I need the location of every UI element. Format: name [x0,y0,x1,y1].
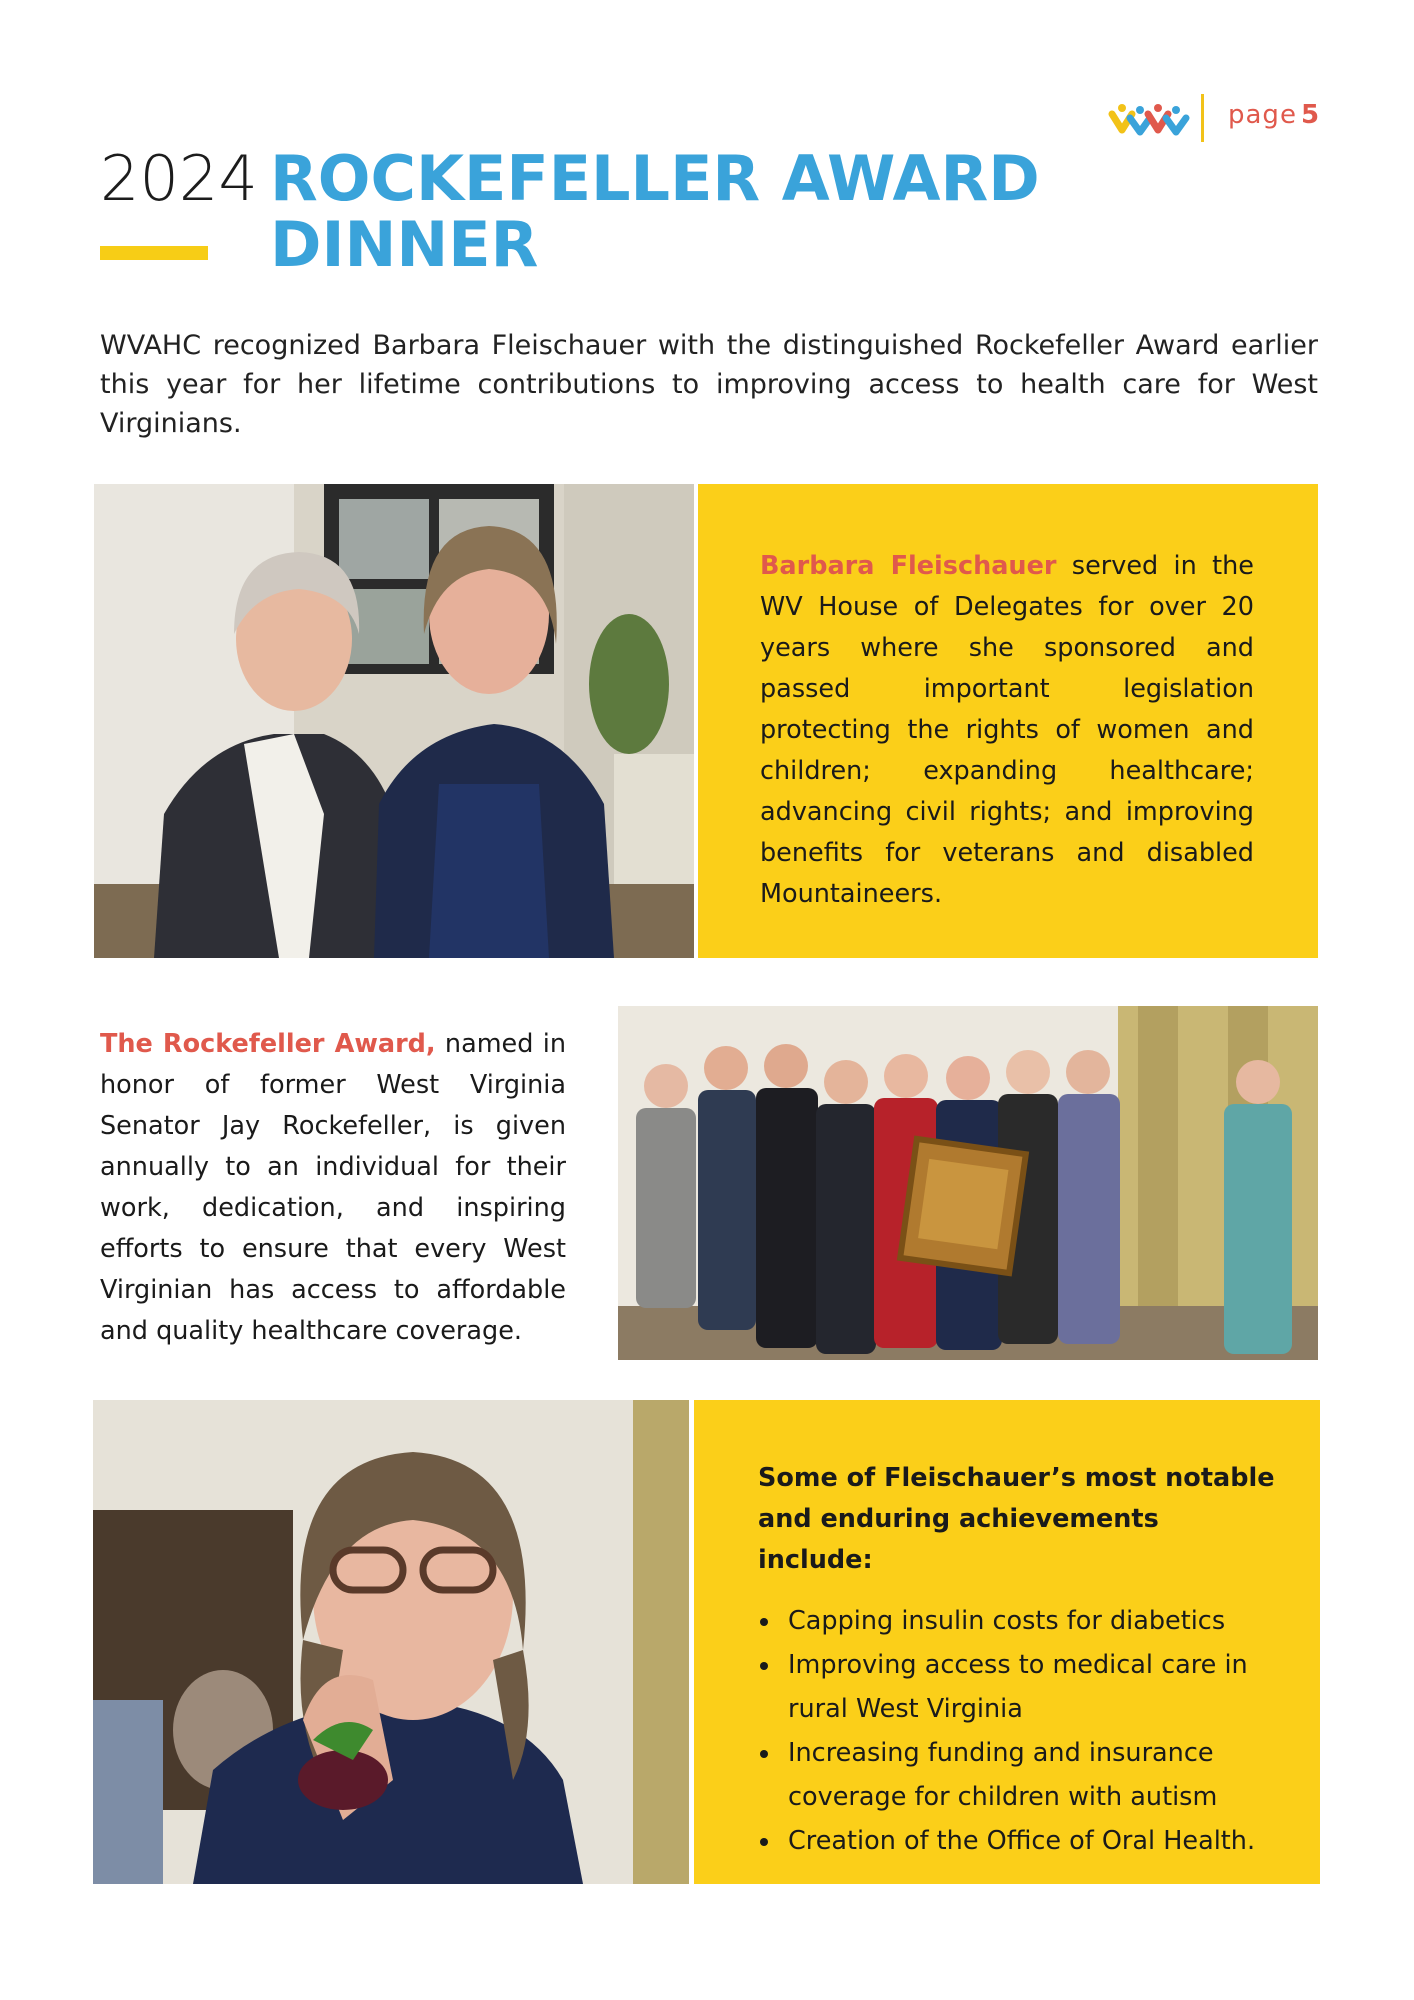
title-underline [100,246,208,260]
list-item: • Improving access to medical care in rural West Virginia [782,1643,1278,1731]
intro-paragraph: WVAHC recognized Barbara Fleischauer with the distinguished Rockefeller Award earlier this year for her lifetime contributions to improving access to health care for West Virginians. [100,330,1318,439]
achievements-panel [694,1400,1320,1884]
page-number [1228,100,1320,130]
header-divider [1201,94,1204,142]
title-year: 2024 [100,142,258,215]
list-item: • Increasing funding and insurance coverage for children with autism [782,1731,1278,1819]
photo-group-award [618,1006,1318,1360]
bio-name: Barbara Fleischauer [760,551,1057,581]
bio-text [760,546,1254,915]
photo-portrait [93,1400,689,1884]
photo-two-women [94,484,694,958]
achievements-content [758,1458,1278,1863]
achievements-heading: Some of Fleischauer’s most notable and enduring achievements include: [758,1463,1275,1575]
achievements-list [758,1599,1278,1863]
page-number-value: 5 [1300,100,1321,130]
page-word: page [1228,100,1297,130]
list-item: • Creation of the Office of Oral Health. [782,1819,1278,1863]
organization-logo [1108,100,1192,140]
award-description [100,1024,566,1352]
page-title: ROCKEFELLER AWARD [270,142,1040,215]
award-name: The Rockefeller Award, [100,1029,436,1059]
bio-body: served in the WV House of Delegates for over 20 years where she sponsored and passed important legislation protecting the rights of women and children; expanding healthcare; advancing civil rights; and improving benefits for veterans and disabled Mountaineers. [760,551,1254,909]
list-item: • Capping insulin costs for diabetics [782,1599,1278,1643]
bio-panel [698,484,1318,958]
award-body: named in honor of former West Virginia Senator Jay Rockefeller, is given annually to an individual for their work, dedication, and inspiring efforts to ensure that every West Virginian has access to affordable and quality healthcare coverage. [100,1029,566,1346]
page-title-line2: DINNER [270,208,539,281]
